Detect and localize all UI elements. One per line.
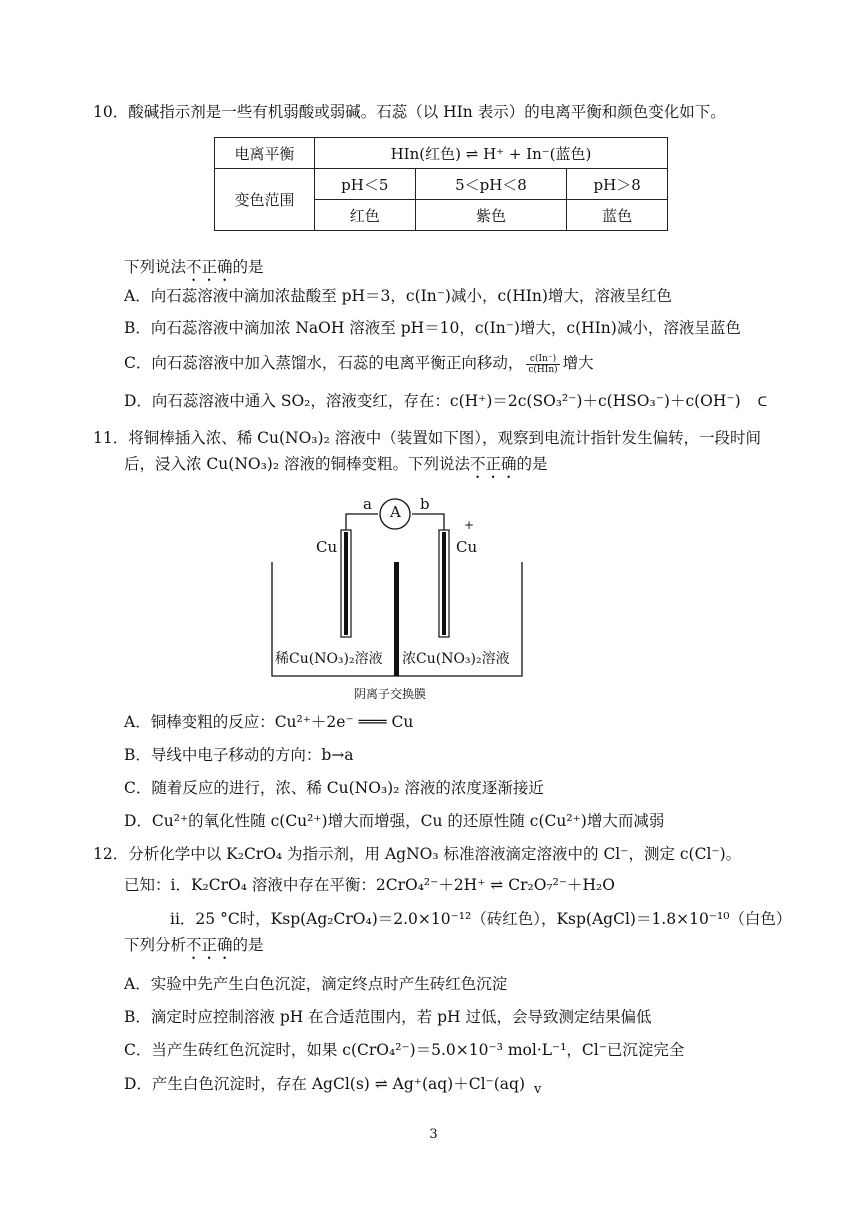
- q12-option-a: A．实验中先产生白色沉淀，滴定终点时产生砖红色沉淀: [124, 975, 508, 993]
- dilute-solution-label: 稀Cu(NO₃)₂溶液: [275, 651, 383, 667]
- membrane: [394, 562, 399, 676]
- table-range-1: pH＜5: [315, 169, 416, 200]
- handwritten-mark: v: [533, 1082, 542, 1097]
- page-number: 3: [429, 1127, 438, 1142]
- table-color-1: 红色: [315, 200, 416, 231]
- q11-option-c: C．随着反应的进行，浓、稀 Cu(NO₃)₂ 溶液的浓度逐渐接近: [124, 779, 544, 797]
- electrochemical-cell-figure: [266, 492, 526, 707]
- q12-given-i: 已知：i．K₂CrO₄ 溶液中存在平衡：2CrO₄²⁻＋2H⁺ ⇌ Cr₂O₇²⁻＋H₂O: [124, 876, 615, 894]
- wire-label-b: b: [420, 495, 430, 513]
- q10-stem: 10．酸碱指示剂是一些有机弱酸或弱碱。石蕊（以 HIn 表示）的电离平衡和颜色变化如下。: [93, 103, 726, 121]
- wire-label-a: a: [363, 495, 372, 513]
- concentrated-solution-label: 浓Cu(NO₃)₂溶液: [402, 651, 510, 667]
- q12-option-c: C．当产生砖红色沉淀时，如果 c(CrO₄²⁻)＝5.0×10⁻³ mol·L⁻¹，Cl⁻已沉淀完全: [124, 1041, 685, 1059]
- emphasis-not-correct: 不正确: [470, 455, 517, 473]
- q11-line2: 后，浸入浓 Cu(NO₃)₂ 溶液的铜棒变粗。下列说法不正确的是: [124, 455, 548, 473]
- q10-option-a: A．向石蕊溶液中滴加浓盐酸至 pH＝3，c(In⁻)减小，c(HIn)增大，溶液呈红色: [124, 287, 672, 305]
- emphasis-not-correct: 不正确: [186, 936, 233, 954]
- membrane-caption: 阴离子交换膜: [354, 687, 427, 701]
- q11-option-a: A．铜棒变粗的反应：Cu²⁺＋2e⁻ ═══ Cu: [124, 713, 414, 731]
- cu-right-label: Cu: [456, 538, 478, 556]
- table-range-3: pH＞8: [567, 169, 668, 200]
- table-equation: HIn(红色) ⇌ H⁺ + In⁻(蓝色): [315, 138, 668, 169]
- table-label-range: 变色范围: [215, 169, 315, 231]
- q11-option-d: D．Cu²⁺的氧化性随 c(Cu²⁺)增大而增强，Cu 的还原性随 c(Cu²⁺)增大而减弱: [124, 812, 665, 830]
- q10-ask: 下列说法不正确的是: [124, 258, 264, 276]
- q10-option-d: D．向石蕊溶液中通入 SO₂，溶液变红，存在：c(H⁺)＝2c(SO₃²⁻)＋c(HSO₃⁻)＋c(OH⁻) ᑕ: [124, 392, 768, 410]
- plus-mark: +: [464, 518, 475, 532]
- q12-given-ii: ii．25 °C时，Ksp(Ag₂CrO₄)＝2.0×10⁻¹²（砖红色），Ksp(AgCl)＝1.8×10⁻¹⁰（白色）: [170, 910, 792, 928]
- q12-ask: 下列分析不正确的是: [124, 936, 264, 954]
- table-color-3: 蓝色: [567, 200, 668, 231]
- q12-option-d: D．产生白色沉淀时，存在 AgCl(s) ⇌ Ag⁺(aq)＋Cl⁻(aq) $_v$: [124, 1075, 542, 1097]
- q10-option-c: C．向石蕊溶液中加入蒸馏水，石蕊的电离平衡正向移动， $\frac{c(In^-)}{\text{c(HIn)}}$ 增大: [124, 353, 594, 375]
- q11-line1: 11．将铜棒插入浓、稀 Cu(NO₃)₂ 溶液中（装置如下图），观察到电流计指针发生偏转，一段时间: [93, 429, 761, 447]
- cell-diagram: [266, 492, 526, 707]
- q10-table: [214, 137, 668, 231]
- ratio-fraction: $\frac{c(In^-)}{\text{c(HIn)}}$: [528, 353, 558, 375]
- table-range-2: 5＜pH＜8: [415, 169, 567, 200]
- q10-option-b: B．向石蕊溶液中滴加浓 NaOH 溶液至 pH＝10，c(In⁻)增大，c(HIn)减小，溶液呈蓝色: [124, 319, 741, 337]
- ammeter-label: A: [390, 503, 401, 521]
- handwritten-mark: ᑕ: [757, 395, 768, 410]
- table-label-equilibrium: 电离平衡: [215, 138, 315, 169]
- q11-option-b: B．导线中电子移动的方向：b→a: [124, 746, 354, 764]
- q12-line1: 12．分析化学中以 K₂CrO₄ 为指示剂，用 AgNO₃ 标准溶液滴定溶液中的 Cl⁻，测定 c(Cl⁻)。: [93, 845, 742, 863]
- q12-option-b: B．滴定时应控制溶液 pH 在合适范围内，若 pH 过低，会导致测定结果偏低: [124, 1008, 652, 1026]
- emphasis-not-correct: 不正确: [186, 258, 233, 276]
- table-color-2: 紫色: [415, 200, 567, 231]
- cu-left-label: Cu: [316, 538, 338, 556]
